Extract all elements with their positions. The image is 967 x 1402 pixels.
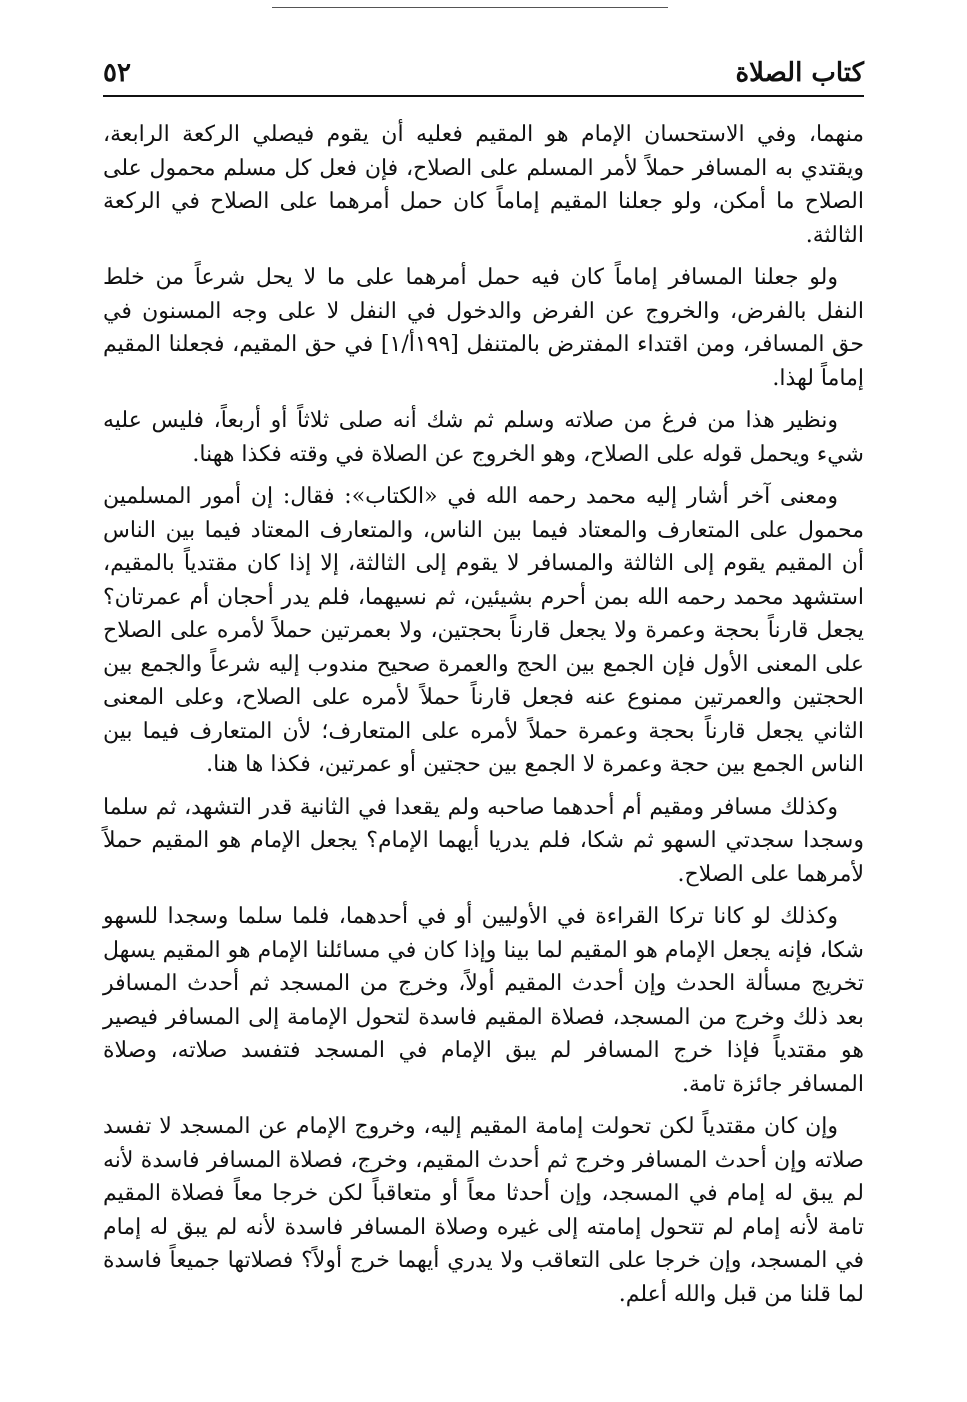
running-header [103, 52, 864, 92]
paragraph-6: وكذلك لو كانا تركا القراءة في الأوليين أو في أحدهما، فلما سلما وسجدا للسهو شكا، فإنه يجعل الإمام هو المقيم لما بينا وإذا كان في مسائلنا الإمام هو المقيم يسهل تخريج مسألة الحدث وإن أحدث المقيم أولاً، وخرج من المسجد ثم أحدث المسافر بعد ذلك وخرج من المسجد، فصلاة المقيم فاسدة لتحول الإمامة إلى المسافر فيصير هو مقتدياً فإذا خرج المسافر لم يبق الإمام في المسجد فتفسد صلاته، وصلاة المسافر جائزة تامة. [103, 904, 864, 1097]
paragraph-4: ومعنى آخر أشار إليه محمد رحمه الله في «الكتاب»: فقال: إن أمور المسلمين محمول على المتعارف والمعتاد فيما بين الناس، والمتعارف المعتاد فيما بين الناس أن المقيم يقوم إلى الثالثة والمسافر لا يقوم إلى الثالثة، إلا إذا كان مقتدياً بالمقيم، استشهد محمد رحمه الله بمن أحرم بشيئين، ثم نسيهما، فلم يدر أحجان أم عمرتان؟ يجعل قارناً بحجة وعمرة ولا يجعل قارناً بحجتين، ولا بعمرتين حملاً لأمره على الصلاح على المعنى الأول فإن الجمع بين الحج والعمرة صحيح مندوب إليه شرعاً والجمع بين الحجتين والعمرتين ممنوع عنه فجعل قارناً حملاً لأمره على الصلاح، وعلى المعنى الثاني يجعل قارناً بحجة وعمرة حملاً لأمره على المتعارف؛ لأن المتعارف فيما بين الناس الجمع بين حجة وعمرة لا الجمع بين حجتين أو عمرتين، فكذا ها هنا. [103, 484, 864, 777]
paragraph-2: ولو جعلنا المسافر إماماً كان فيه حمل أمرهما على ما لا يحل شرعاً من خلط النفل بالفرض، والخروج عن الفرض والدخول في النفل لا على وجه المسنون في حق المسافر، ومن اقتداء المفترض بالمتنفل [١٩٩أ/١] في حق المقيم، فجعلنا المقيم إماماً لهذا. [103, 265, 865, 391]
body-text [103, 118, 864, 1320]
paragraph-3: ونظير هذا من فرغ من صلاته وسلم ثم شك أنه صلى ثلاثاً أو أربعاً، فليس عليه شيء ويحمل قوله على الصلاح، وهو الخروج عن الصلاة في وقته فكذا ههنا. [103, 408, 864, 467]
paragraph-7: وإن كان مقتدياً لكن تحولت إمامة المقيم إليه، وخروج الإمام عن المسجد لا تفسد صلاته وإن أحدث المسافر وخرج ثم أحدث المقيم، وخرج، فصلاة المسافر فاسدة لأنه لم يبق له إمام في المسجد، وإن أحدثا معاً أو متعاقباً لكن خرجا معاً فصلاة المقيم تامة لأنه إمام لم تتحول إمامته إلى غيره وصلاة المسافر فاسدة لأنه لم يبق له إمام في المسجد، وإن خرجا على التعاقب ولا يدري أيهما خرج أولاً؟ فصلاتها جميعاً فاسدة لما قلنا من قبل والله أعلم. [103, 1114, 864, 1307]
header-title: كتاب الصلاة [735, 58, 864, 88]
paragraph-5: وكذلك مسافر ومقيم أم أحدهما صاحبه ولم يقعدا في الثانية قدر التشهد، ثم سلما وسجدا سجدتي السهو ثم شكا، فلم يدريا أيهما الإمام؟ يجعل الإمام هو المقيم حملاً لأمرهما على الصلاح. [103, 794, 864, 887]
header-rule [103, 95, 864, 97]
top-scan-rule [272, 7, 668, 8]
page-number: ٥٢ [103, 58, 131, 88]
paragraph-1: منهما، وفي الاستحسان الإمام هو المقيم فعليه أن يقوم فيصلي الركعة الرابعة، ويقتدي به المسافر حملاً لأمر المسلم على الصلاح، فإن فعل كل مسلم محمول على الصلاح ما أمكن، ولو جعلنا المقيم إماماً كان حمل أمرهما على الصلاح في الركعة الثالثة. [103, 122, 864, 248]
